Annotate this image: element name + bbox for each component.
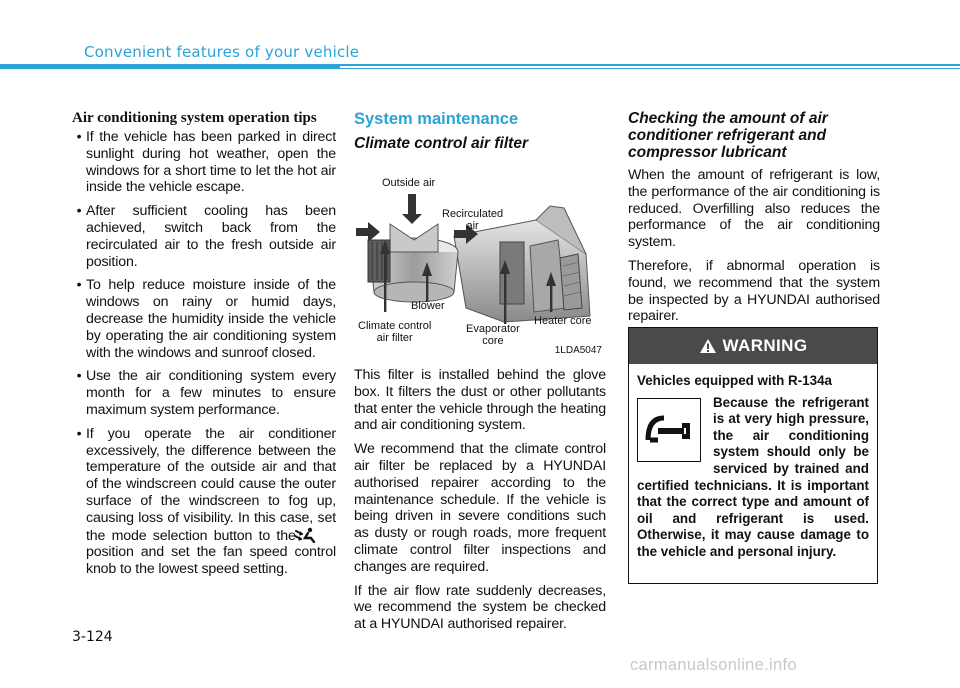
outside-air-arrow — [402, 194, 422, 224]
warning-text: Because the refrigerant is at very high pressure, the air conditioning system should only be serviced by trained and certified technicians. It is important that the correct type and amount of oil and refrigerant is used. Otherwise, it may cause damage to the vehicle and personal injury. — [637, 394, 869, 559]
outside-air-label: Outside air — [382, 177, 436, 189]
list-item: • If the vehicle has been parked in direct sunlight during hot weather, open the windows for a short time to let the hot air inside the vehicle escape. — [72, 129, 336, 196]
warning-label: WARNING — [722, 336, 808, 355]
warning-box — [628, 327, 878, 584]
floor-defrost-mode-icon — [302, 527, 336, 543]
bullet-icon: • — [76, 203, 82, 220]
column-refrigerant — [628, 110, 880, 332]
warning-triangle-icon — [699, 338, 717, 354]
subsection-title: Checking the amount of air conditioner refrigerant and compressor lubricant — [628, 110, 828, 161]
air-filter-diagram — [354, 158, 606, 358]
paragraph: We recommend that the climate control air filter be replaced by a HYUNDAI authorised repairer according to the maintenance schedule. If the vehicle is being driven in severe conditions such as dusty or rough roads, more frequent climate control filter inspections and changes are required. — [354, 441, 606, 575]
bullet-icon: • — [76, 425, 82, 442]
warning-body — [629, 364, 877, 561]
diagram-code: 1LDA5047 — [554, 345, 602, 356]
bullet-icon: • — [76, 368, 82, 385]
heater-core-label: Heater core — [534, 315, 592, 327]
watermark: carmanualsonline.info — [630, 656, 797, 674]
list-item: • If you operate the air conditioner excessively, the difference between the temperature of the outside air and that of the windscreen could cause the outer surface of the windscreen to fog up, causing loss of visibility. In this case, set the mode selection button to the position and set the fan speed control knob to the lowest speed setting. — [72, 426, 336, 578]
subsection-title: Climate control air filter — [354, 135, 528, 152]
blower-label: Blower — [411, 300, 445, 312]
recirculated-air-label: Recirculated air — [442, 208, 504, 232]
tips-heading: Air conditioning system operation tips — [72, 110, 317, 126]
paragraph: When the amount of refrigerant is low, the performance of the air conditioning is reduced. Overfilling also reduces the performance of the air conditioning system. — [628, 167, 880, 251]
list-item: • Use the air conditioning system every month for a few minutes to ensure maximum system performance. — [72, 368, 336, 418]
column-tips — [72, 110, 336, 585]
climate-filter-label: Climate control air filter — [358, 320, 432, 344]
tips-list — [72, 129, 336, 578]
header-rule-gap — [340, 66, 960, 68]
header-title: Convenient features of your vehicle — [84, 43, 360, 61]
evaporator-core-label: Evaporator core — [466, 323, 520, 347]
warning-banner — [629, 328, 877, 364]
section-title: System maintenance — [354, 110, 519, 128]
bullet-icon: • — [76, 129, 82, 145]
bullet-icon: • — [76, 277, 82, 294]
list-item: • After sufficient cooling has been achieved, switch back from the recirculated air to the fresh outside air position. — [72, 203, 336, 270]
paragraph: Therefore, if abnormal operation is found, we recommend that the system be inspected by a HYUNDAI authorised repairer. — [628, 257, 880, 325]
warning-title: Vehicles equipped with R-134a — [637, 373, 832, 388]
paragraph: This filter is installed behind the glove box. It filters the dust or other pollutants that enter the vehicle through the heating and air conditioning system. — [354, 367, 606, 434]
wrench-icon — [637, 398, 701, 462]
column-maintenance — [354, 110, 606, 640]
list-item: • To help reduce moisture inside of the windows on rainy or humid days, decrease the humidity inside the vehicle by operating the air conditioning system with the windows and sunroof closed. — [72, 277, 336, 361]
paragraph: If the air flow rate suddenly decreases, we recommend the system be checked at a HYUNDAI authorised repairer. — [354, 582, 606, 633]
page-number: 3-124 — [72, 629, 113, 645]
